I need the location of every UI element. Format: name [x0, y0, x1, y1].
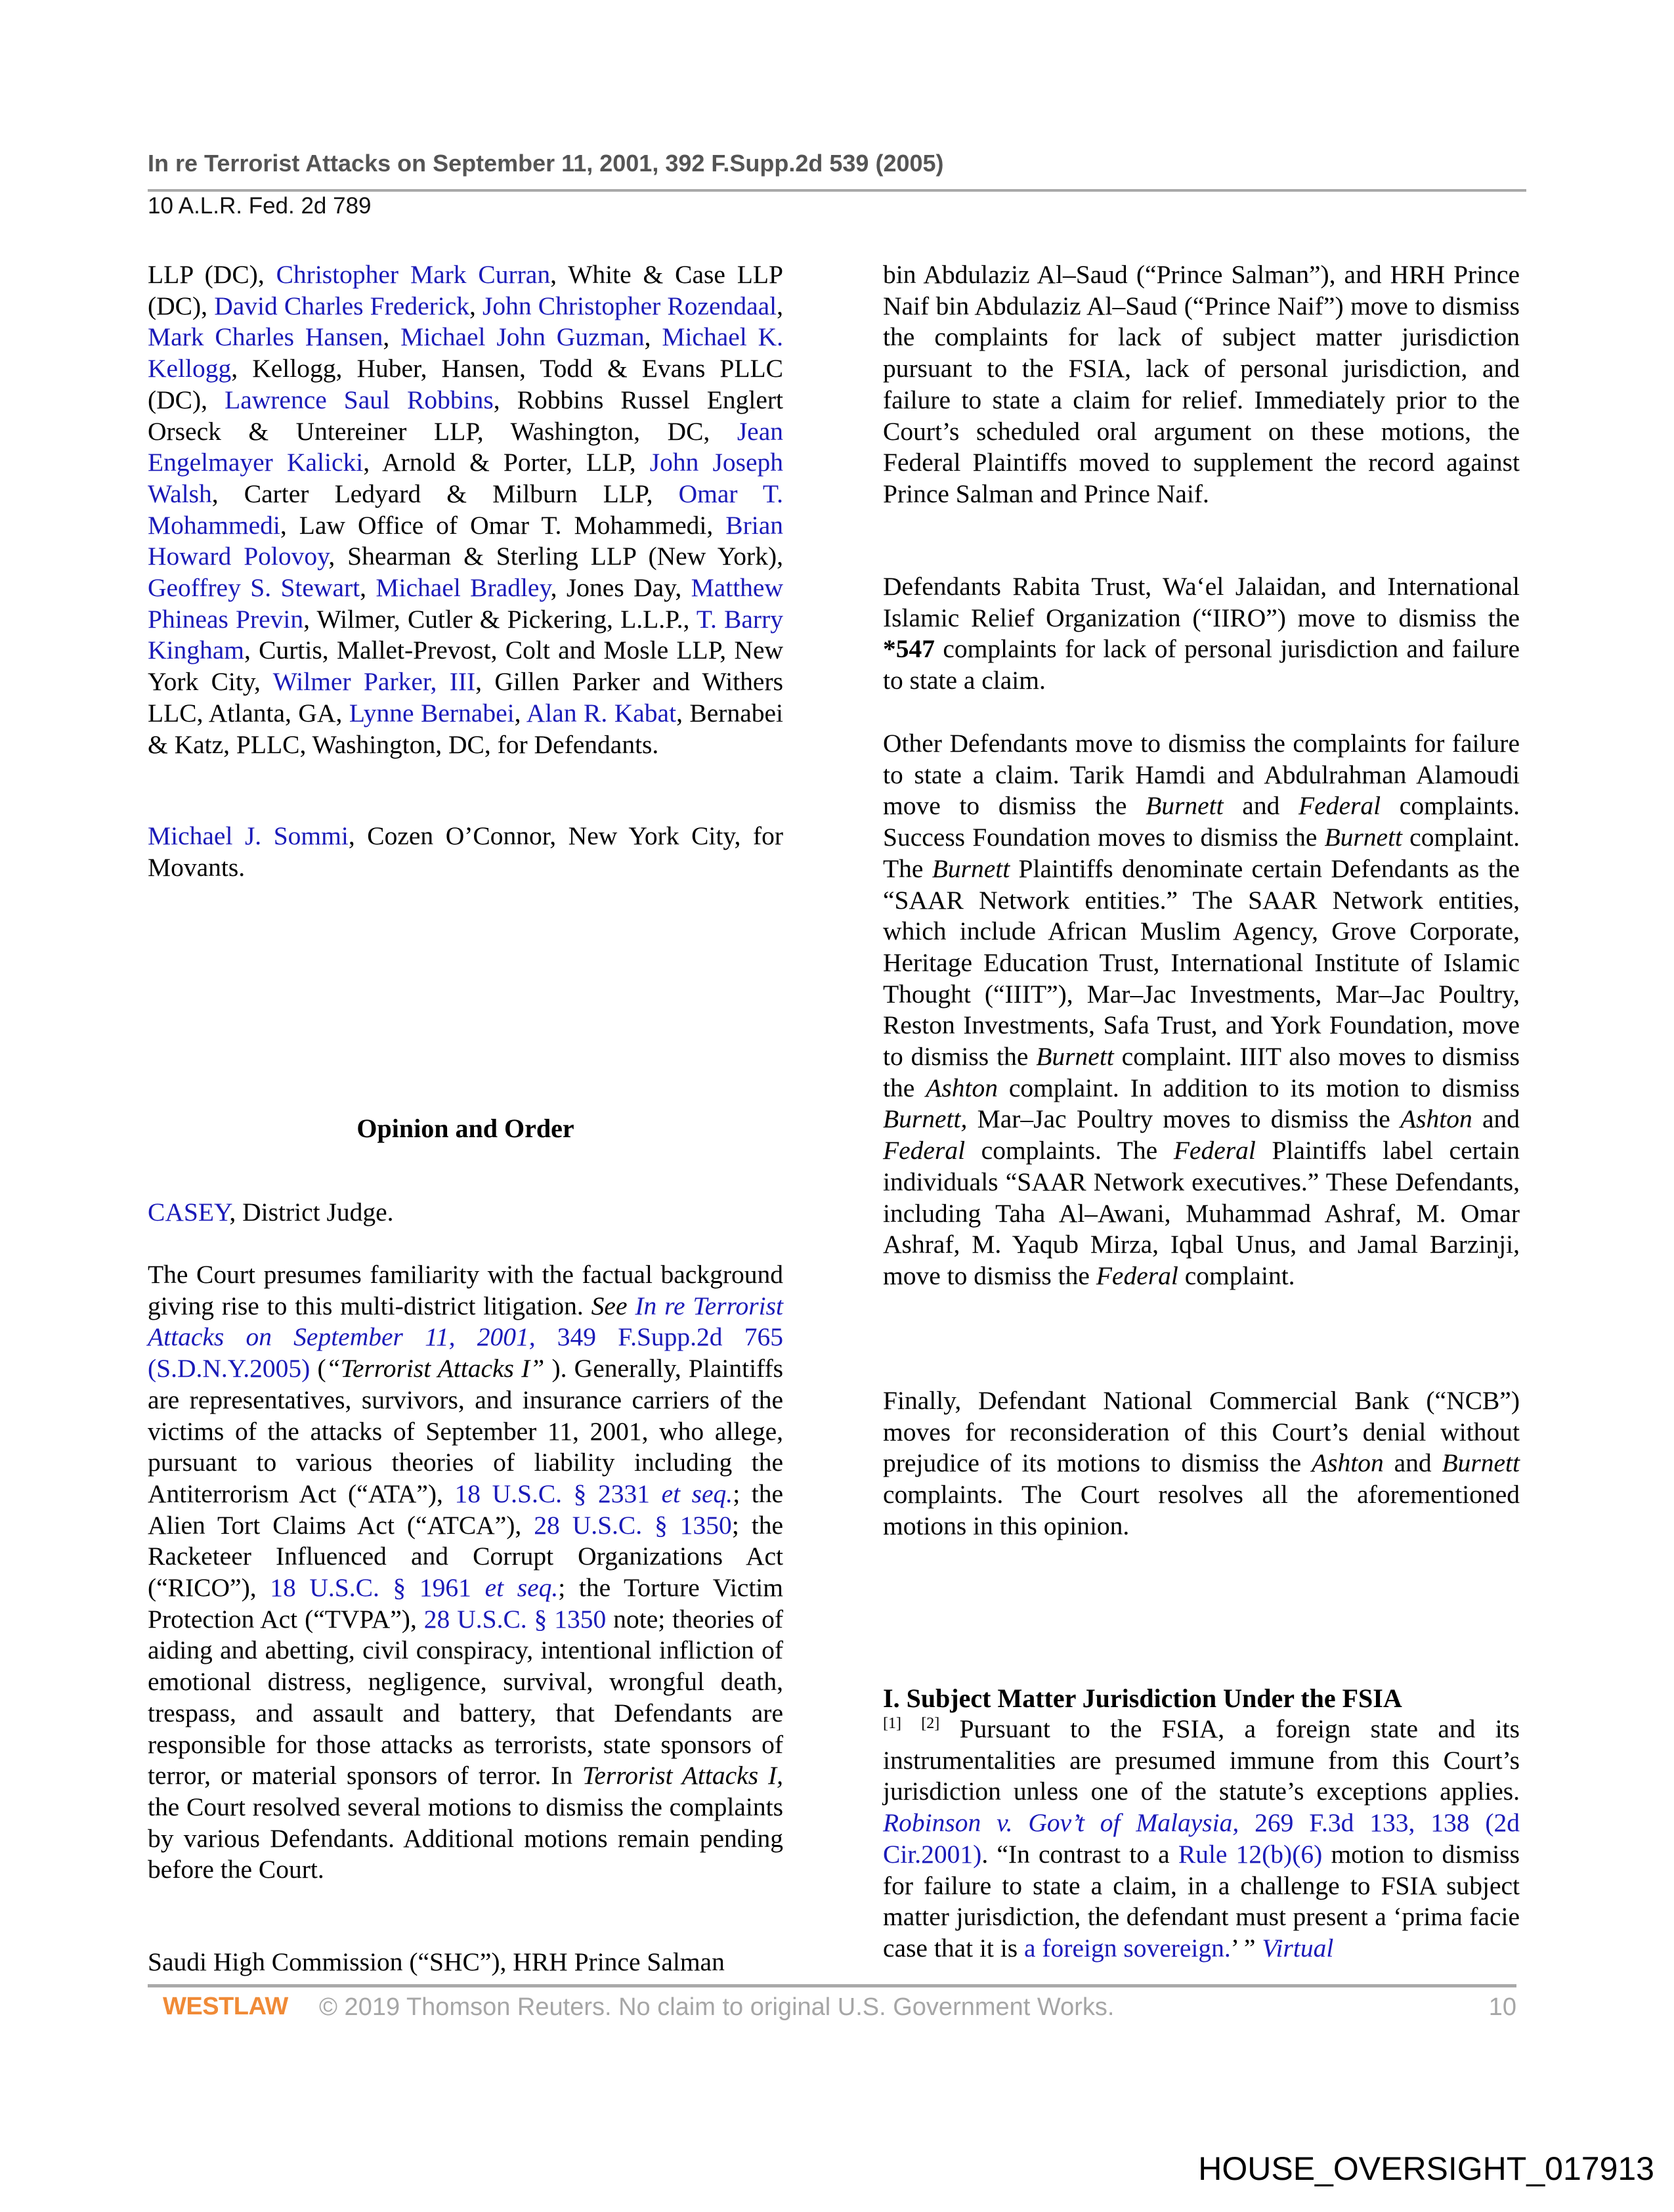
- citation-link[interactable]: Virtual: [1262, 1933, 1334, 1963]
- text-run: , Cozen O’Connor, New York City, for Movants.: [148, 821, 784, 882]
- citation-link[interactable]: In re Terrorist Attacks on September 11, 2001,: [148, 1291, 784, 1352]
- text-run: , Jones Day,: [550, 573, 691, 603]
- text-run: , Shearman & Sterling LLP (New York),: [328, 542, 783, 571]
- text-run: Burnett: [1324, 823, 1403, 852]
- citation-link[interactable]: T. Barry Kingham: [148, 604, 783, 665]
- text-run: “Terrorist Attacks I”: [326, 1354, 545, 1383]
- text-run: Federal: [1173, 1136, 1256, 1165]
- page-footer: [163, 1993, 1516, 2023]
- opinion-heading: [148, 1113, 783, 1144]
- citation-link[interactable]: et seq.: [484, 1573, 559, 1603]
- text-run: Ashton: [1312, 1448, 1384, 1478]
- headnote-marker[interactable]: [2]: [921, 1715, 940, 1732]
- text-run: Burnett: [1146, 791, 1224, 821]
- background-paragraph: [148, 1259, 783, 1886]
- citation-link[interactable]: Alan R. Kabat: [526, 698, 677, 727]
- text-run: ,: [469, 291, 483, 320]
- text-run: Defendants Rabita Trust, Wa‘el Jalaidan, and International Islamic Relief Organization (“IIRO”) move to dismiss the: [883, 572, 1520, 632]
- copyright-notice: © 2019 Thomson Reuters. No claim to original U.S. Government Works.: [319, 1993, 1115, 2021]
- page-number: 10: [1488, 1993, 1516, 2021]
- text-run: , Robbins Russel Englert Orseck & Untereiner LLP, Washington, DC,: [148, 385, 783, 446]
- text-run: Burnett: [1442, 1448, 1520, 1478]
- text-run: and: [1472, 1104, 1520, 1134]
- text-run: See: [591, 1291, 628, 1320]
- text-run: , Arnold & Porter, LLP,: [363, 448, 650, 477]
- bates-stamp: HOUSE_OVERSIGHT_017913: [1198, 2150, 1654, 2187]
- text-run: ,: [514, 698, 526, 727]
- shc-paragraph-continued: [883, 259, 1520, 510]
- citation-link[interactable]: Mark Charles Hansen: [148, 322, 383, 352]
- text-run: Terrorist Attacks I,: [582, 1761, 783, 1790]
- text-run: LLP (DC),: [148, 260, 276, 289]
- citation-link[interactable]: 28 U.S.C. § 1350: [423, 1604, 607, 1634]
- footer-divider: [148, 1984, 1516, 1987]
- text-run: , District Judge.: [229, 1198, 394, 1226]
- text-run: Opinion and Order: [356, 1114, 574, 1143]
- document-title: In re Terrorist Attacks on September 11, 2001, 392 F.Supp.2d 539 (2005): [148, 150, 944, 177]
- header-divider: [148, 189, 1526, 192]
- westlaw-logo: WESTLAW: [163, 1993, 288, 2020]
- citation-link[interactable]: David Charles Frederick: [214, 291, 470, 320]
- text-run: , White & Case LLP (DC),: [148, 260, 784, 320]
- text-run: Burnett,: [883, 1104, 968, 1134]
- citation-link[interactable]: a foreign sovereign.: [1024, 1933, 1231, 1963]
- text-run: Ashton: [1400, 1104, 1472, 1134]
- text-run: [901, 1714, 921, 1743]
- text-run: Federal: [1096, 1261, 1178, 1290]
- text-run: Burnett: [932, 854, 1010, 883]
- citation-link[interactable]: 269 F.3d 133, 138 (2d Cir.2001): [883, 1808, 1520, 1869]
- citation-link[interactable]: Michael John Guzman: [400, 322, 645, 352]
- text-run: Mar–Jac Poultry moves to dismiss the: [967, 1104, 1400, 1134]
- text-run: ; the Alien Tort Claims Act (“ATCA”),: [148, 1479, 784, 1540]
- text-run: , Law Office of Omar T. Mohammedi,: [280, 510, 726, 540]
- text-run: , Bernabei & Katz, PLLC, Washington, DC, for Defendants.: [148, 698, 783, 759]
- text-run: ,: [644, 322, 662, 352]
- document-citation: 10 A.L.R. Fed. 2d 789: [148, 193, 372, 219]
- text-run: complaint. IIIT also moves to dismiss the: [883, 1042, 1520, 1102]
- citation-link[interactable]: Matthew Phineas Previn: [148, 573, 783, 634]
- text-run: [628, 1291, 635, 1320]
- text-run: complaint.: [1178, 1261, 1295, 1290]
- ncb-paragraph: [883, 1385, 1520, 1542]
- text-run: ). Generally, Plaintiffs are representatives, survivors, and insurance carriers of the victims of the attacks of September 11, 2001, who allege, pursuant to various theories of liability including the Antiterrorism Act (“ATA”),: [148, 1354, 784, 1508]
- other-defendants-paragraph: [883, 728, 1520, 1292]
- text-run: . “In contrast to a: [981, 1839, 1178, 1869]
- text-run: motion to dismiss for failure to state a claim, in a challenge to FSIA subject matter jurisdiction, the defendant must present a ‘prima facie case that it is: [883, 1839, 1520, 1963]
- citation-link[interactable]: Michael Bradley: [376, 573, 551, 603]
- text-run: the Court resolved several motions to dismiss the complaints by various Defendants. Additional motions remain pending before the Court.: [148, 1792, 783, 1884]
- rabita-paragraph: [883, 571, 1520, 697]
- text-run: complaints. Success Foundation moves to dismiss the: [883, 791, 1520, 852]
- text-run: , Wilmer, Cutler & Pickering, L.L.P.,: [303, 604, 697, 634]
- fsia-paragraph: [883, 1714, 1520, 1964]
- text-run: note; theories of aiding and abetting, civil conspiracy, intentional infliction of emotional distress, negligence, survival, wrongful death, trespass, and assault and battery, that Defendants are responsible for those attacks as terrorists, state sponsors of terror, or material sponsors of terror. In: [148, 1604, 784, 1790]
- citation-link[interactable]: John Christopher Rozendaal: [483, 291, 777, 320]
- headnote-marker[interactable]: [1]: [883, 1715, 901, 1732]
- citation-link[interactable]: Lynne Bernabei: [349, 698, 515, 727]
- citation-link[interactable]: Robinson v. Gov’t of Malaysia,: [883, 1808, 1239, 1838]
- citation-link[interactable]: Wilmer Parker, III: [272, 667, 476, 697]
- citation-link[interactable]: Jean Engelmayer Kalicki: [148, 416, 783, 477]
- text-run: complaints for lack of personal jurisdiction and failure to state a claim.: [883, 634, 1520, 695]
- text-run: Federal: [883, 1136, 966, 1165]
- citation-link[interactable]: 18 U.S.C. § 2331: [454, 1479, 662, 1508]
- counsel-for-defendants-paragraph: [148, 259, 783, 760]
- text-run: Burnett: [1036, 1042, 1114, 1072]
- citation-link[interactable]: Michael K. Kellogg: [148, 322, 783, 383]
- text-run: ; the Torture Victim Protection Act (“TVPA”),: [148, 1573, 783, 1634]
- citation-link[interactable]: Geoffrey S. Stewart: [148, 573, 360, 603]
- citation-link[interactable]: Brian Howard Polovoy: [148, 510, 783, 571]
- star-page-marker: *547: [883, 634, 935, 664]
- text-run: , Gillen Parker and Withers LLC, Atlanta, GA,: [148, 667, 783, 727]
- text-run: Finally, Defendant National Commercial Bank (“NCB”) moves for reconsideration of this Court’s denial without prejudice of its motions to dismiss the: [883, 1386, 1520, 1478]
- text-run: ,: [777, 291, 784, 320]
- text-run: , Kellogg, Huber, Hansen, Todd & Evans PLLC (DC),: [148, 354, 783, 414]
- judge-line: [148, 1197, 783, 1228]
- text-run: complaint. In addition to its motion to dismiss: [997, 1073, 1520, 1102]
- citation-link[interactable]: Rule 12(b)(6): [1178, 1839, 1323, 1869]
- citation-link[interactable]: 349 F.Supp.2d 765 (S.D.N.Y.2005): [148, 1322, 783, 1383]
- counsel-for-movants-paragraph: [148, 821, 783, 883]
- text-run: Saudi High Commission (“SHC”), HRH Prince Salman: [148, 1947, 725, 1976]
- text-run: (: [310, 1354, 326, 1383]
- text-run: ; the Racketeer Influenced and Corrupt Organizations Act (“RICO”),: [148, 1510, 783, 1603]
- text-run: and: [1223, 791, 1299, 821]
- citation-link[interactable]: Michael J. Sommi: [148, 821, 349, 850]
- text-run: ,: [360, 573, 376, 603]
- citation-link[interactable]: John Joseph Walsh: [148, 448, 783, 508]
- text-run: The Court presumes familiarity with the factual background giving rise to this multi-district litigation.: [148, 1260, 783, 1320]
- citation-link[interactable]: 28 U.S.C. § 1350: [534, 1510, 732, 1540]
- citation-link[interactable]: CASEY: [148, 1198, 230, 1226]
- text-run: Plaintiffs label certain individuals “SAAR Network executives.” These Defendants, including Taha Al–Awani, Muhammad Ashraf, M. Omar Ashraf, M. Yaqub Mirza, Iqbal Unus, and Jamal Barzinji, move to dismiss the: [883, 1136, 1520, 1290]
- text-run: Ashton: [926, 1073, 998, 1102]
- text-run: Other Defendants move to dismiss the complaints for failure to state a claim. Tarik Hamdi and Abdulrahman Alamoudi move to dismiss the: [883, 729, 1520, 821]
- section-heading-fsia: [883, 1683, 1520, 1714]
- text-run: Federal: [1298, 791, 1381, 821]
- text-run: complaints. The Court resolves all the aforementioned motions in this opinion.: [883, 1480, 1520, 1540]
- text-run: complaints. The: [965, 1136, 1174, 1165]
- text-run: ’ ”: [1230, 1933, 1262, 1963]
- text-run: I. Subject Matter Jurisdiction Under the FSIA: [883, 1683, 1402, 1713]
- text-run: , Curtis, Mallet-Prevost, Colt and Mosle LLP, New York City,: [148, 636, 783, 697]
- text-run: bin Abdulaziz Al–Saud (“Prince Salman”), and HRH Prince Naif bin Abdulaziz Al–Saud (“Prince Naif”) move to dismiss the complaints for lack of subject matter jurisdiction pursuant to the FSIA, lack of personal jurisdiction, and failure to state a claim for relief. Immediately prior to the Court’s scheduled oral argument on these motions, the Federal Plaintiffs moved to supplement the record against Prince Salman and Prince Naif.: [883, 260, 1520, 508]
- citation-link[interactable]: Christopher Mark Curran: [276, 260, 551, 289]
- text-run: ,: [383, 322, 401, 352]
- citation-link[interactable]: Lawrence Saul Robbins: [225, 385, 494, 414]
- text-run: Pursuant to the FSIA, a foreign state and its instrumentalities are presumed immune from this Court’s jurisdiction unless one of the statute’s exceptions applies.: [883, 1714, 1520, 1806]
- citation-link[interactable]: Omar T. Mohammedi: [148, 479, 783, 540]
- citation-link[interactable]: 18 U.S.C. § 1961: [270, 1573, 485, 1603]
- text-run: complaint. The: [883, 823, 1520, 883]
- shc-paragraph-start: [148, 1947, 783, 1978]
- citation-link[interactable]: et seq.: [661, 1479, 733, 1508]
- text-run: , Carter Ledyard & Milburn LLP,: [211, 479, 679, 508]
- text-run: Plaintiffs denominate certain Defendants as the “SAAR Network entities.” The SAAR Network entities, which include African Muslim Agency, Grove Corporate, Heritage Education Trust, International Institute of Islamic Thought (“IIIT”), Mar–Jac Investments, Mar–Jac Poultry, Reston Investments, Safa Trust, and York Foundation, move to dismiss the: [883, 854, 1520, 1072]
- text-run: and: [1383, 1448, 1442, 1478]
